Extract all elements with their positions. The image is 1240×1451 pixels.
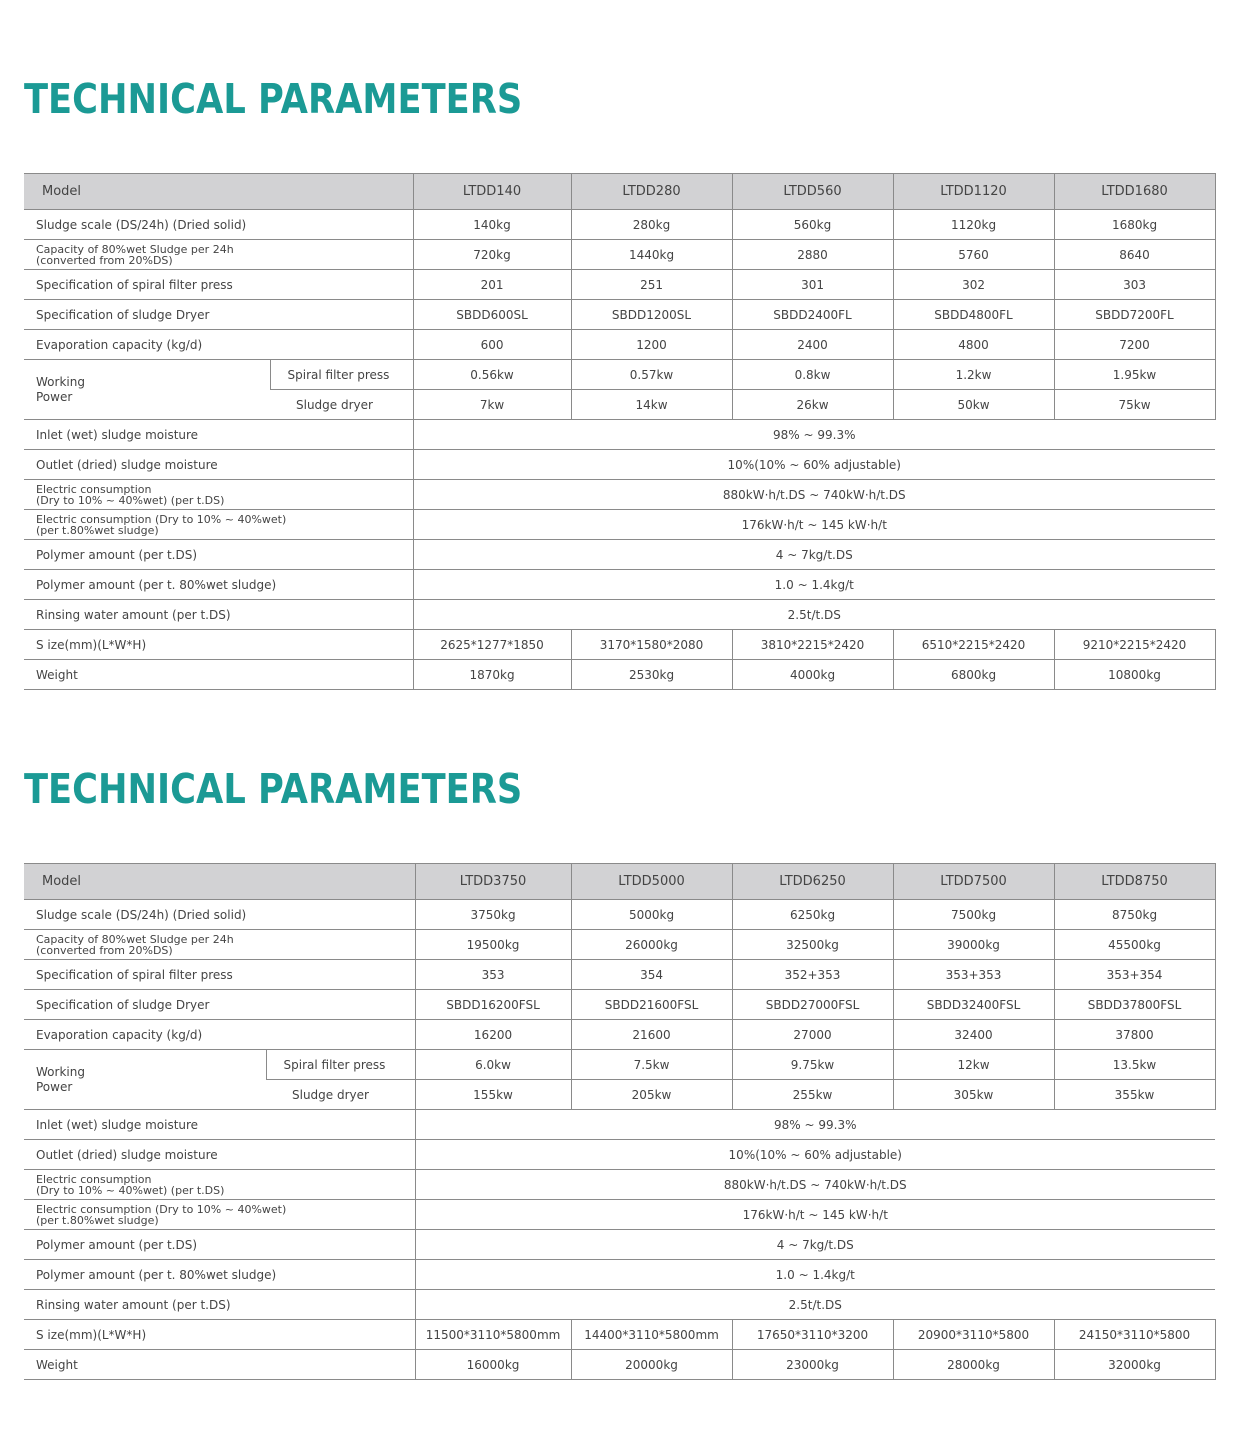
value-cell: 354: [571, 960, 732, 990]
value-cell: 20900*3110*5800: [893, 1320, 1054, 1350]
value-cell: 352+353: [732, 960, 893, 990]
value-cell: 9210*2215*2420: [1054, 630, 1215, 660]
value-cell: 32500kg: [732, 930, 893, 960]
value-cell: 10800kg: [1054, 660, 1215, 690]
value-cell: 255kw: [732, 1080, 893, 1110]
value-cell: 0.8kw: [732, 360, 893, 390]
value-cell: 32000kg: [1054, 1350, 1215, 1380]
polymer-ds-row: [24, 540, 1215, 570]
electric-consumption-ds-row-label: [24, 1170, 415, 1200]
value-cell: 24150*3110*5800: [1054, 1320, 1215, 1350]
sludge-scale-row: [24, 210, 1215, 240]
parameters-table: [24, 863, 1215, 1380]
outlet-moisture-row-label: Outlet (dried) sludge moisture: [24, 450, 413, 480]
value-cell: 3170*1580*2080: [571, 630, 732, 660]
value-cell: 176kW·h/t ~ 145 kW·h/t: [413, 510, 1215, 540]
weight-row-label: Weight: [24, 660, 413, 690]
electric-consumption-wet-row: [24, 510, 1215, 540]
parameters-table: [24, 173, 1215, 690]
section-title: TECHNICAL PARAMETERS: [24, 765, 523, 813]
value-cell: 75kw: [1054, 390, 1215, 420]
value-cell: 305kw: [893, 1080, 1054, 1110]
value-cell: 19500kg: [415, 930, 571, 960]
value-cell: 14400*3110*5800mm: [571, 1320, 732, 1350]
inlet-moisture-row-label: Inlet (wet) sludge moisture: [24, 1110, 415, 1140]
model-name: LTDD8750: [1054, 864, 1215, 900]
header-row: [24, 864, 1215, 900]
value-cell: 1120kg: [893, 210, 1054, 240]
value-cell: 7kw: [413, 390, 571, 420]
size-row: [24, 1320, 1215, 1350]
value-cell: 4800: [893, 330, 1054, 360]
polymer-wet-row: [24, 1260, 1215, 1290]
working-power-spiral-row: [24, 360, 1215, 390]
value-cell: 2530kg: [571, 660, 732, 690]
model-name: LTDD140: [413, 174, 571, 210]
model-name: LTDD3750: [415, 864, 571, 900]
value-cell: SBDD4800FL: [893, 300, 1054, 330]
label-line-1: Working: [36, 1064, 85, 1079]
weight-row: [24, 1350, 1215, 1380]
evaporation-row: [24, 330, 1215, 360]
value-cell: 2400: [732, 330, 893, 360]
spiral-filter-press-label: Spiral filter press: [266, 1050, 415, 1080]
value-cell: SBDD600SL: [413, 300, 571, 330]
label-line-1: Electric consumption (Dry to 10% ~ 40%wet): [36, 512, 287, 526]
label-line-1: Working: [36, 374, 85, 389]
value-cell: 21600: [571, 1020, 732, 1050]
model-name: LTDD5000: [571, 864, 732, 900]
value-cell: 251: [571, 270, 732, 300]
value-cell: 1.0 ~ 1.4kg/t: [413, 570, 1215, 600]
sludge-dryer-label: Sludge dryer: [270, 390, 413, 420]
value-cell: 301: [732, 270, 893, 300]
dryer-spec-row: [24, 990, 1215, 1020]
value-cell: 880kW·h/t.DS ~ 740kW·h/t.DS: [415, 1170, 1215, 1200]
evaporation-row-label: Evaporation capacity (kg/d): [24, 330, 413, 360]
rinsing-water-row-label: Rinsing water amount (per t.DS): [24, 1290, 415, 1320]
value-cell: SBDD7200FL: [1054, 300, 1215, 330]
label-line-2: Power: [36, 1079, 73, 1094]
value-cell: 280kg: [571, 210, 732, 240]
value-cell: 16200: [415, 1020, 571, 1050]
value-cell: 17650*3110*3200: [732, 1320, 893, 1350]
value-cell: 303: [1054, 270, 1215, 300]
capacity-row-label: [24, 930, 415, 960]
polymer-ds-row: [24, 1230, 1215, 1260]
value-cell: 7500kg: [893, 900, 1054, 930]
value-cell: 5000kg: [571, 900, 732, 930]
value-cell: 26000kg: [571, 930, 732, 960]
value-cell: 1440kg: [571, 240, 732, 270]
value-cell: 4 ~ 7kg/t.DS: [415, 1230, 1215, 1260]
polymer-ds-row-label: Polymer amount (per t.DS): [24, 1230, 415, 1260]
value-cell: 6510*2215*2420: [893, 630, 1054, 660]
value-cell: 1870kg: [413, 660, 571, 690]
inlet-moisture-row-label: Inlet (wet) sludge moisture: [24, 420, 413, 450]
electric-consumption-ds-row-label: [24, 480, 413, 510]
label-line-2: (Dry to 10% ~ 40%wet) (per t.DS): [36, 1183, 225, 1197]
value-cell: 140kg: [413, 210, 571, 240]
value-cell: 8640: [1054, 240, 1215, 270]
value-cell: 3810*2215*2420: [732, 630, 893, 660]
weight-row: [24, 660, 1215, 690]
outlet-moisture-row: [24, 1140, 1215, 1170]
value-cell: 560kg: [732, 210, 893, 240]
value-cell: 3750kg: [415, 900, 571, 930]
value-cell: 20000kg: [571, 1350, 732, 1380]
value-cell: 2880: [732, 240, 893, 270]
rinsing-water-row-label: Rinsing water amount (per t.DS): [24, 600, 413, 630]
dryer-spec-row: [24, 300, 1215, 330]
value-cell: 2.5t/t.DS: [415, 1290, 1215, 1320]
model-name: LTDD6250: [732, 864, 893, 900]
header-row: [24, 174, 1215, 210]
value-cell: 50kw: [893, 390, 1054, 420]
electric-consumption-ds-row: [24, 480, 1215, 510]
capacity-row: [24, 240, 1215, 270]
value-cell: 0.56kw: [413, 360, 571, 390]
capacity-row: [24, 930, 1215, 960]
value-cell: 98% ~ 99.3%: [415, 1110, 1215, 1140]
label-line-2: (converted from 20%DS): [36, 253, 173, 267]
inlet-moisture-row: [24, 1110, 1215, 1140]
working-power-spiral-row: [24, 1050, 1215, 1080]
label-line-2: (per t.80%wet sludge): [36, 523, 159, 537]
value-cell: 4 ~ 7kg/t.DS: [413, 540, 1215, 570]
value-cell: SBDD1200SL: [571, 300, 732, 330]
value-cell: 355kw: [1054, 1080, 1215, 1110]
evaporation-row-label: Evaporation capacity (kg/d): [24, 1020, 415, 1050]
value-cell: 4000kg: [732, 660, 893, 690]
value-cell: 13.5kw: [1054, 1050, 1215, 1080]
value-cell: 2.5t/t.DS: [413, 600, 1215, 630]
value-cell: 11500*3110*5800mm: [415, 1320, 571, 1350]
size-row: [24, 630, 1215, 660]
polymer-ds-row-label: Polymer amount (per t.DS): [24, 540, 413, 570]
value-cell: SBDD21600FSL: [571, 990, 732, 1020]
weight-row-label: Weight: [24, 1350, 415, 1380]
value-cell: SBDD37800FSL: [1054, 990, 1215, 1020]
value-cell: 39000kg: [893, 930, 1054, 960]
label-line-1: Capacity of 80%wet Sludge per 24h: [36, 242, 234, 256]
value-cell: 302: [893, 270, 1054, 300]
inlet-moisture-row: [24, 420, 1215, 450]
value-cell: 32400: [893, 1020, 1054, 1050]
value-cell: 880kW·h/t.DS ~ 740kW·h/t.DS: [413, 480, 1215, 510]
value-cell: 8750kg: [1054, 900, 1215, 930]
value-cell: 9.75kw: [732, 1050, 893, 1080]
label-line-1: Electric consumption: [36, 482, 152, 496]
working-power-label: [24, 1050, 266, 1110]
sludge-scale-row: [24, 900, 1215, 930]
value-cell: 353+354: [1054, 960, 1215, 990]
value-cell: 98% ~ 99.3%: [413, 420, 1215, 450]
model-name: LTDD280: [571, 174, 732, 210]
value-cell: 28000kg: [893, 1350, 1054, 1380]
value-cell: 10%(10% ~ 60% adjustable): [415, 1140, 1215, 1170]
model-name: LTDD1120: [893, 174, 1054, 210]
value-cell: 205kw: [571, 1080, 732, 1110]
value-cell: 1.2kw: [893, 360, 1054, 390]
value-cell: 26kw: [732, 390, 893, 420]
polymer-wet-row-label: Polymer amount (per t. 80%wet sludge): [24, 1260, 415, 1290]
value-cell: SBDD16200FSL: [415, 990, 571, 1020]
value-cell: 1200: [571, 330, 732, 360]
value-cell: 2625*1277*1850: [413, 630, 571, 660]
value-cell: 27000: [732, 1020, 893, 1050]
capacity-row-label: [24, 240, 413, 270]
sludge-scale-row-label: Sludge scale (DS/24h) (Dried solid): [24, 900, 415, 930]
value-cell: 176kW·h/t ~ 145 kW·h/t: [415, 1200, 1215, 1230]
model-label: Model: [24, 174, 413, 210]
value-cell: 12kw: [893, 1050, 1054, 1080]
spiral-spec-row-label: Specification of spiral filter press: [24, 960, 415, 990]
value-cell: 7.5kw: [571, 1050, 732, 1080]
value-cell: 353: [415, 960, 571, 990]
value-cell: 155kw: [415, 1080, 571, 1110]
label-line-1: Electric consumption (Dry to 10% ~ 40%wet): [36, 1202, 287, 1216]
outlet-moisture-row: [24, 450, 1215, 480]
value-cell: 720kg: [413, 240, 571, 270]
section-title: TECHNICAL PARAMETERS: [24, 75, 523, 123]
label-line-2: (per t.80%wet sludge): [36, 1213, 159, 1227]
electric-consumption-wet-row: [24, 1200, 1215, 1230]
outlet-moisture-row-label: Outlet (dried) sludge moisture: [24, 1140, 415, 1170]
spiral-spec-row-label: Specification of spiral filter press: [24, 270, 413, 300]
model-name: LTDD7500: [893, 864, 1054, 900]
value-cell: SBDD27000FSL: [732, 990, 893, 1020]
electric-consumption-wet-row-label: [24, 510, 413, 540]
value-cell: SBDD2400FL: [732, 300, 893, 330]
model-name: LTDD560: [732, 174, 893, 210]
value-cell: 1.95kw: [1054, 360, 1215, 390]
spiral-filter-press-label: Spiral filter press: [270, 360, 413, 390]
rinsing-water-row: [24, 600, 1215, 630]
dryer-spec-row-label: Specification of sludge Dryer: [24, 300, 413, 330]
value-cell: 0.57kw: [571, 360, 732, 390]
value-cell: 7200: [1054, 330, 1215, 360]
value-cell: 201: [413, 270, 571, 300]
value-cell: 10%(10% ~ 60% adjustable): [413, 450, 1215, 480]
value-cell: 6250kg: [732, 900, 893, 930]
sludge-dryer-label: Sludge dryer: [266, 1080, 415, 1110]
electric-consumption-ds-row: [24, 1170, 1215, 1200]
value-cell: 353+353: [893, 960, 1054, 990]
working-power-label: [24, 360, 270, 420]
model-name: LTDD1680: [1054, 174, 1215, 210]
value-cell: SBDD32400FSL: [893, 990, 1054, 1020]
label-line-2: (converted from 20%DS): [36, 943, 173, 957]
label-line-2: Power: [36, 389, 73, 404]
value-cell: 37800: [1054, 1020, 1215, 1050]
rinsing-water-row: [24, 1290, 1215, 1320]
label-line-2: (Dry to 10% ~ 40%wet) (per t.DS): [36, 493, 225, 507]
value-cell: 23000kg: [732, 1350, 893, 1380]
electric-consumption-wet-row-label: [24, 1200, 415, 1230]
spiral-spec-row: [24, 270, 1215, 300]
size-row-label: S ize(mm)(L*W*H): [24, 630, 413, 660]
evaporation-row: [24, 1020, 1215, 1050]
polymer-wet-row: [24, 570, 1215, 600]
size-row-label: S ize(mm)(L*W*H): [24, 1320, 415, 1350]
value-cell: 6800kg: [893, 660, 1054, 690]
polymer-wet-row-label: Polymer amount (per t. 80%wet sludge): [24, 570, 413, 600]
value-cell: 600: [413, 330, 571, 360]
value-cell: 5760: [893, 240, 1054, 270]
label-line-1: Electric consumption: [36, 1172, 152, 1186]
label-line-1: Capacity of 80%wet Sludge per 24h: [36, 932, 234, 946]
spiral-spec-row: [24, 960, 1215, 990]
sludge-scale-row-label: Sludge scale (DS/24h) (Dried solid): [24, 210, 413, 240]
value-cell: 6.0kw: [415, 1050, 571, 1080]
value-cell: 1.0 ~ 1.4kg/t: [415, 1260, 1215, 1290]
value-cell: 14kw: [571, 390, 732, 420]
value-cell: 1680kg: [1054, 210, 1215, 240]
value-cell: 45500kg: [1054, 930, 1215, 960]
dryer-spec-row-label: Specification of sludge Dryer: [24, 990, 415, 1020]
model-label: Model: [24, 864, 415, 900]
value-cell: 16000kg: [415, 1350, 571, 1380]
